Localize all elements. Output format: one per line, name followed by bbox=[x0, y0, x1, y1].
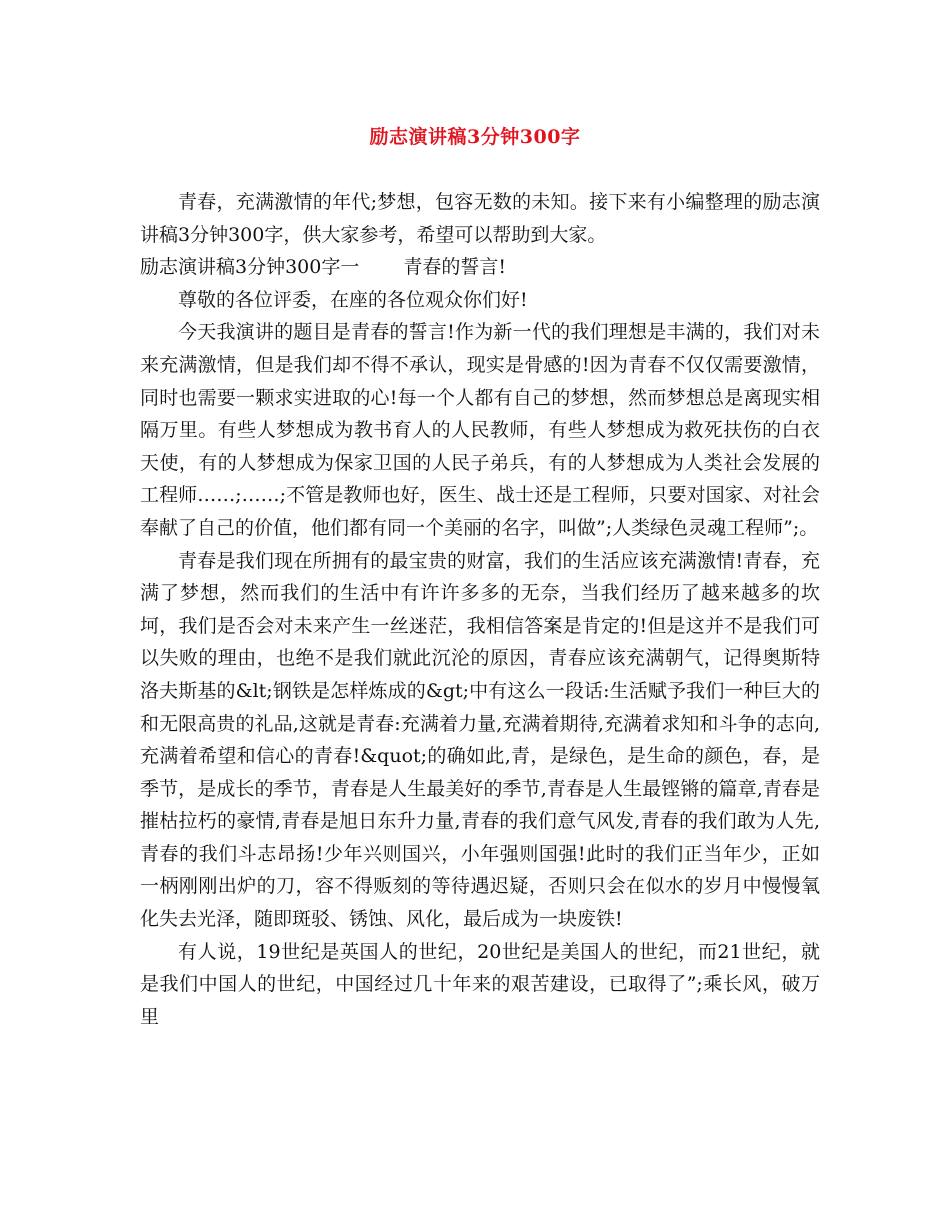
body-paragraph: 有人说，19世纪是英国人的世纪，20世纪是美国人的世纪，而21世纪，就是我们中国人的世纪，中国经过几十年来的艰苦建设，已取得了”;乘长风，破万里 bbox=[140, 940, 820, 1028]
section-heading bbox=[140, 251, 820, 284]
document-title: 励志演讲稿3分钟300字 bbox=[369, 126, 581, 148]
document-body bbox=[140, 186, 820, 1033]
body-paragraph: 今天我演讲的题目是青春的誓言!作为新一代的我们理想是丰满的，我们对未来充满激情，但是我们却不得不承认，现实是骨感的!因为青春不仅仅需要激情，同时也需要一颗求实进取的心!每一个人都有自己的梦想，然而梦想总是离现实相隔万里。有些人梦想成为教书育人的人民教师，有些人梦想成为救死扶伤的白衣天使，有的人梦想成为保家卫国的人民子弟兵，有的人梦想成为人类社会发展的工程师……;……;不管是教师也好，医生、战士还是工程师，只要对国家、对社会奉献了自己的价值，他们都有同一个美丽的名字，叫做”;人类绿色灵魂工程师”;。 bbox=[140, 321, 820, 539]
body-paragraph: 青春是我们现在所拥有的最宝贵的财富，我们的生活应该充满激情!青春，充满了梦想，然而我们的生活中有许许多多的无奈，当我们经历了越来越多的坎坷，我们是否会对未来产生一丝迷茫，我相信答案是肯定的!但是这并不是我们可以失败的理由，也绝不是我们就此沉沦的原因，青春应该充满朝气，记得奥斯特洛夫斯基的&lt;钢铁是怎样炼成的&gt;中有这么一段话:生活赋予我们一种巨大的和无限高贵的礼品,这就是青春:充满着力量,充满着期待,充满着求知和斗争的志向,充满着希望和信心的青春!&quot;的确如此,青，是绿色，是生命的颜色，春，是季节，是成长的季节，青春是人生最美好的季节,青春是人生最铿锵的篇章,青春是摧枯拉朽的豪情,青春是旭日东升力量,青春的我们意气风发,青春的我们敢为人先,青春的我们斗志昂扬!少年兴则国兴，小年强则国强!此时的我们正当年少，正如一柄刚刚出炉的刀，容不得贩刻的等待遇迟疑，否则只会在似水的岁月中慢慢氧化失去光泽，随即斑驳、锈蚀、风化，最后成为一块废铁! bbox=[140, 549, 820, 931]
section-heading-subtitle: 青春的誓言! bbox=[403, 256, 506, 279]
section-heading-label: 励志演讲稿3分钟300字一 bbox=[140, 256, 360, 279]
intro-paragraph: 青春，充满激情的年代;梦想，包容无数的未知。接下来有小编整理的励志演讲稿3分钟300字，供大家参考，希望可以帮助到大家。 bbox=[140, 191, 820, 246]
greeting-paragraph: 尊敬的各位评委，在座的各位观众你们好! bbox=[178, 288, 528, 311]
